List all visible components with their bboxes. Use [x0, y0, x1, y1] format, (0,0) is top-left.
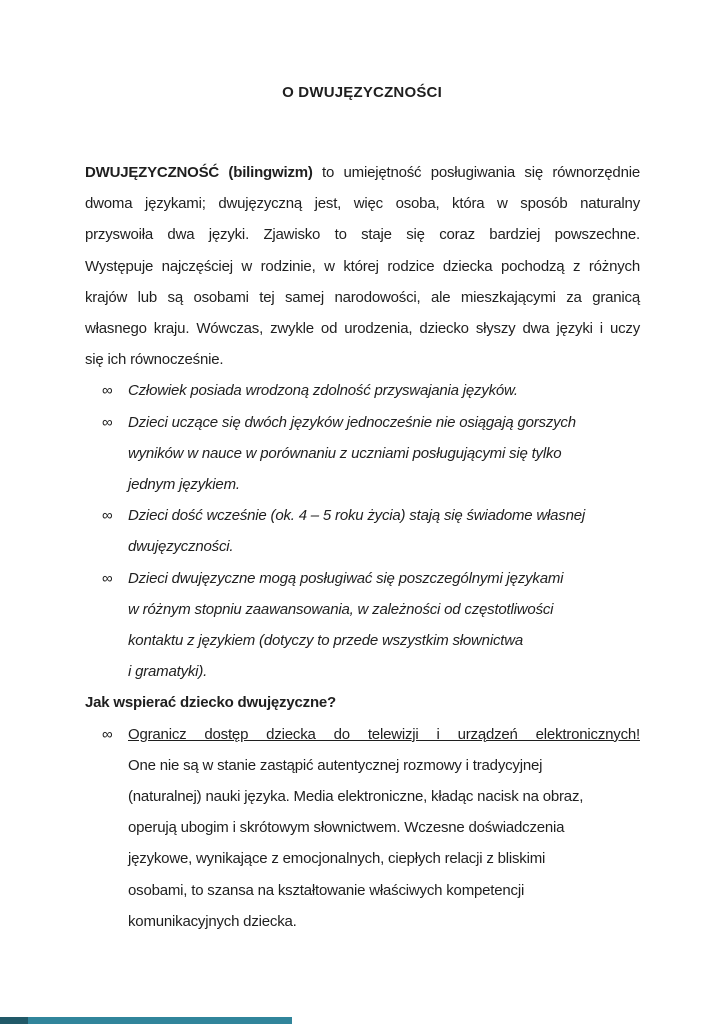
- document-title: O DWUJĘZYCZNOŚCI: [282, 84, 442, 101]
- footer-bar-teal-segment: [28, 1017, 292, 1024]
- fact-item: [85, 563, 640, 594]
- intro-line: [85, 157, 640, 188]
- fact-text: Dzieci dość wcześnie (ok. 4 – 5 roku życia) stają się świadome własnej: [128, 507, 586, 525]
- advice-text-line: One nie są w stanie zastąpić autentycznej rozmowy i tradycyjnej: [128, 756, 543, 774]
- intro-line: się ich równocześnie.: [85, 351, 224, 369]
- intro-line: krajów lub są osobami tej samej narodowości, ale mieszkającymi za granicą: [85, 288, 640, 306]
- fact-text-line: kontaktu z językiem (dotyczy to przede wszystkim słownictwa: [128, 632, 523, 650]
- intro-lead-bold: DWUJĘZYCZNOŚĆ (bilingwizm): [85, 164, 313, 181]
- infinity-bullet-icon: ∞: [102, 413, 113, 431]
- fact-item: [85, 375, 640, 406]
- fact-text-line: wyników w nauce w porównaniu z uczniami posługującymi się tylko: [128, 444, 562, 462]
- infinity-bullet-icon: ∞: [102, 507, 113, 525]
- advice-text-line: operują ubogim i skrótowym słownictwem. Wczesne doświadczenia: [128, 819, 565, 837]
- advice-text-line: komunikacyjnych dziecka.: [128, 912, 297, 930]
- fact-text: Człowiek posiada wrodzoną zdolność przyswajania języków.: [128, 382, 518, 400]
- fact-text: Dzieci uczące się dwóch języków jednocześnie nie osiągają gorszych: [128, 413, 576, 431]
- fact-text-line: w różnym stopniu zaawansowania, w zależności od częstotliwości: [128, 600, 554, 618]
- fact-item: [85, 500, 640, 531]
- advice-headline: Ogranicz dostęp dziecka do telewizji i urządzeń elektronicznych!: [128, 725, 640, 743]
- fact-text-line: jednym językiem.: [128, 476, 240, 494]
- document-body: [85, 157, 640, 937]
- infinity-bullet-icon: ∞: [102, 725, 113, 743]
- infinity-bullet-icon: ∞: [102, 569, 113, 587]
- fact-text-line: dwujęzyczności.: [128, 538, 234, 556]
- advice-text-line: osobami, to szansa na kształtowanie właściwych kompetencji: [128, 881, 525, 899]
- section-heading: Jak wspierać dziecko dwujęzyczne?: [85, 694, 337, 712]
- fact-text-line: i gramatyki).: [128, 663, 208, 681]
- intro-line: Występuje najczęściej w rodzinie, w której rodzice dziecka pochodzą z różnych: [85, 257, 640, 275]
- footer-bar-dark-segment: [0, 1017, 28, 1024]
- advice-text-line: językowe, wynikające z emocjonalnych, ciepłych relacji z bliskimi: [128, 850, 546, 868]
- advice-text-line: (naturalnej) nauki języka. Media elektroniczne, kładąc nacisk na obraz,: [128, 788, 584, 806]
- intro-line: własnego kraju. Wówczas, zwykle od urodzenia, dziecko słyszy dwa języki i uczy: [85, 320, 640, 338]
- infinity-bullet-icon: ∞: [102, 382, 113, 400]
- intro-line: dwoma językami; dwujęzyczną jest, więc osoba, która w sposób naturalny: [85, 195, 640, 213]
- fact-item: [85, 407, 640, 438]
- intro-line-rest: to umiejętność posługiwania się równorzędnie: [312, 164, 640, 181]
- footer-accent-bar: [0, 1017, 292, 1024]
- fact-text: Dzieci dwujęzyczne mogą posługiwać się poszczególnymi językami: [128, 569, 564, 587]
- intro-line: przyswoiła dwa języki. Zjawisko to staje się coraz bardziej powszechne.: [85, 226, 640, 244]
- advice-item: [85, 719, 640, 750]
